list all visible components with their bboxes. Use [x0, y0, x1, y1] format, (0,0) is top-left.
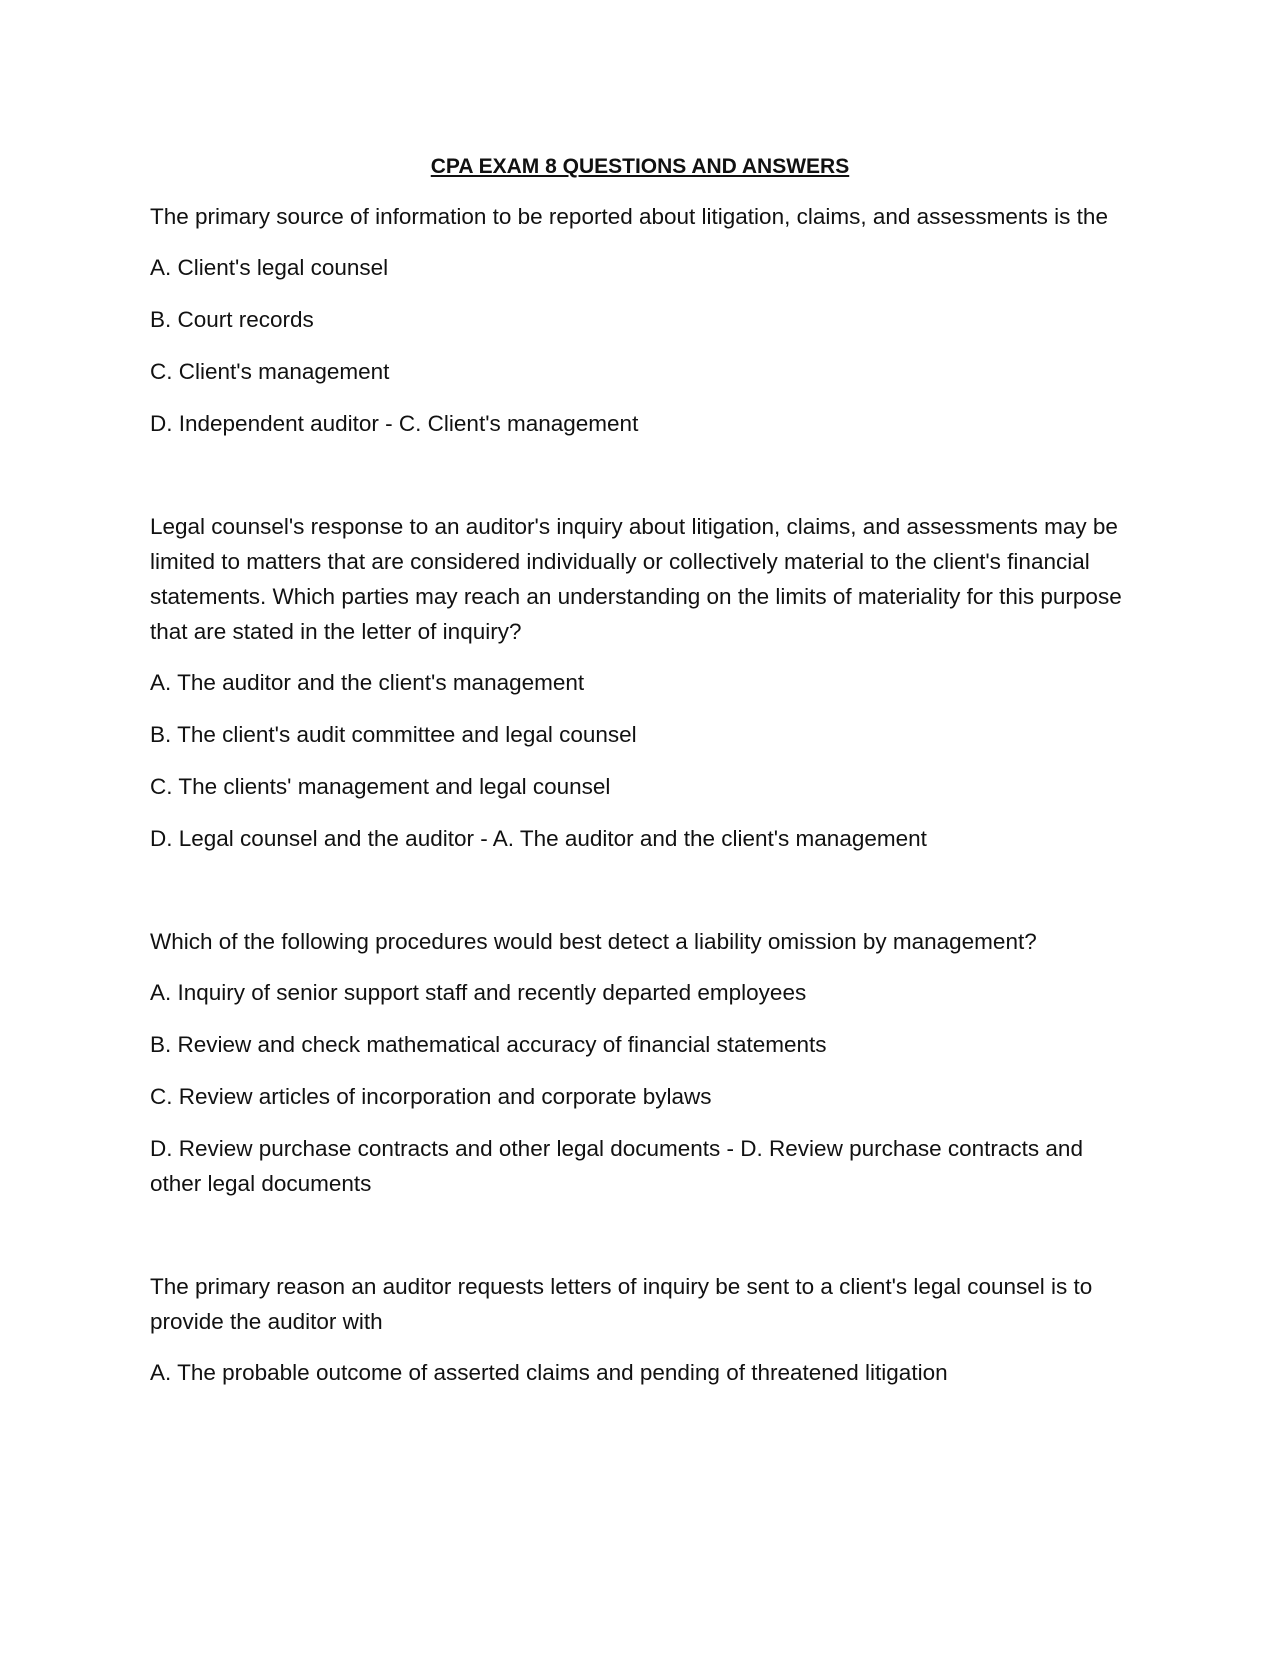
answer-option: A. The probable outcome of asserted claims and pending of threatened litigation [150, 1360, 948, 1385]
answer-option: A. Client's legal counsel [150, 255, 389, 280]
answer-option: A. Inquiry of senior support staff and recently departed employees [150, 980, 807, 1005]
document-title: CPA EXAM 8 QUESTIONS AND ANSWERS [430, 155, 850, 178]
question-block [150, 509, 1130, 856]
answer-option-with-answer: D. Independent auditor - C. Client's management [150, 411, 639, 436]
answer-option: C. Review articles of incorporation and corporate bylaws [150, 1084, 712, 1109]
question-block [150, 924, 1130, 1201]
answer-option: A. The auditor and the client's management [150, 670, 585, 695]
question-text: The primary source of information to be reported about litigation, claims, and assessments is the [150, 204, 1108, 229]
question-text: Legal counsel's response to an auditor's inquiry about litigation, claims, and assessments may be limited to matters that are considered individually or collectively material to the client's financial statements. Which parties may reach an understanding on the limits of materiality for this purpose that are stated in the letter of inquiry? [150, 514, 1122, 644]
answer-option: B. Court records [150, 307, 314, 332]
question-text: Which of the following procedures would best detect a liability omission by management? [150, 929, 1037, 954]
answer-option-with-answer: D. Review purchase contracts and other legal documents - D. Review purchase contracts and other legal documents [150, 1136, 1083, 1196]
answer-option: C. Client's management [150, 359, 390, 384]
question-block [150, 199, 1130, 441]
answer-option-with-answer: D. Legal counsel and the auditor - A. The auditor and the client's management [150, 826, 927, 851]
question-text: The primary reason an auditor requests letters of inquiry be sent to a client's legal counsel is to provide the auditor with [150, 1274, 1093, 1334]
block-spacer [150, 458, 1130, 509]
answer-option: B. The client's audit committee and legal counsel [150, 722, 637, 747]
answer-option: B. Review and check mathematical accuracy of financial statements [150, 1032, 827, 1057]
block-spacer [150, 873, 1130, 924]
document-content [150, 150, 1130, 1407]
answer-option: C. The clients' management and legal counsel [150, 774, 611, 799]
question-block [150, 1269, 1130, 1390]
block-spacer [150, 1218, 1130, 1269]
